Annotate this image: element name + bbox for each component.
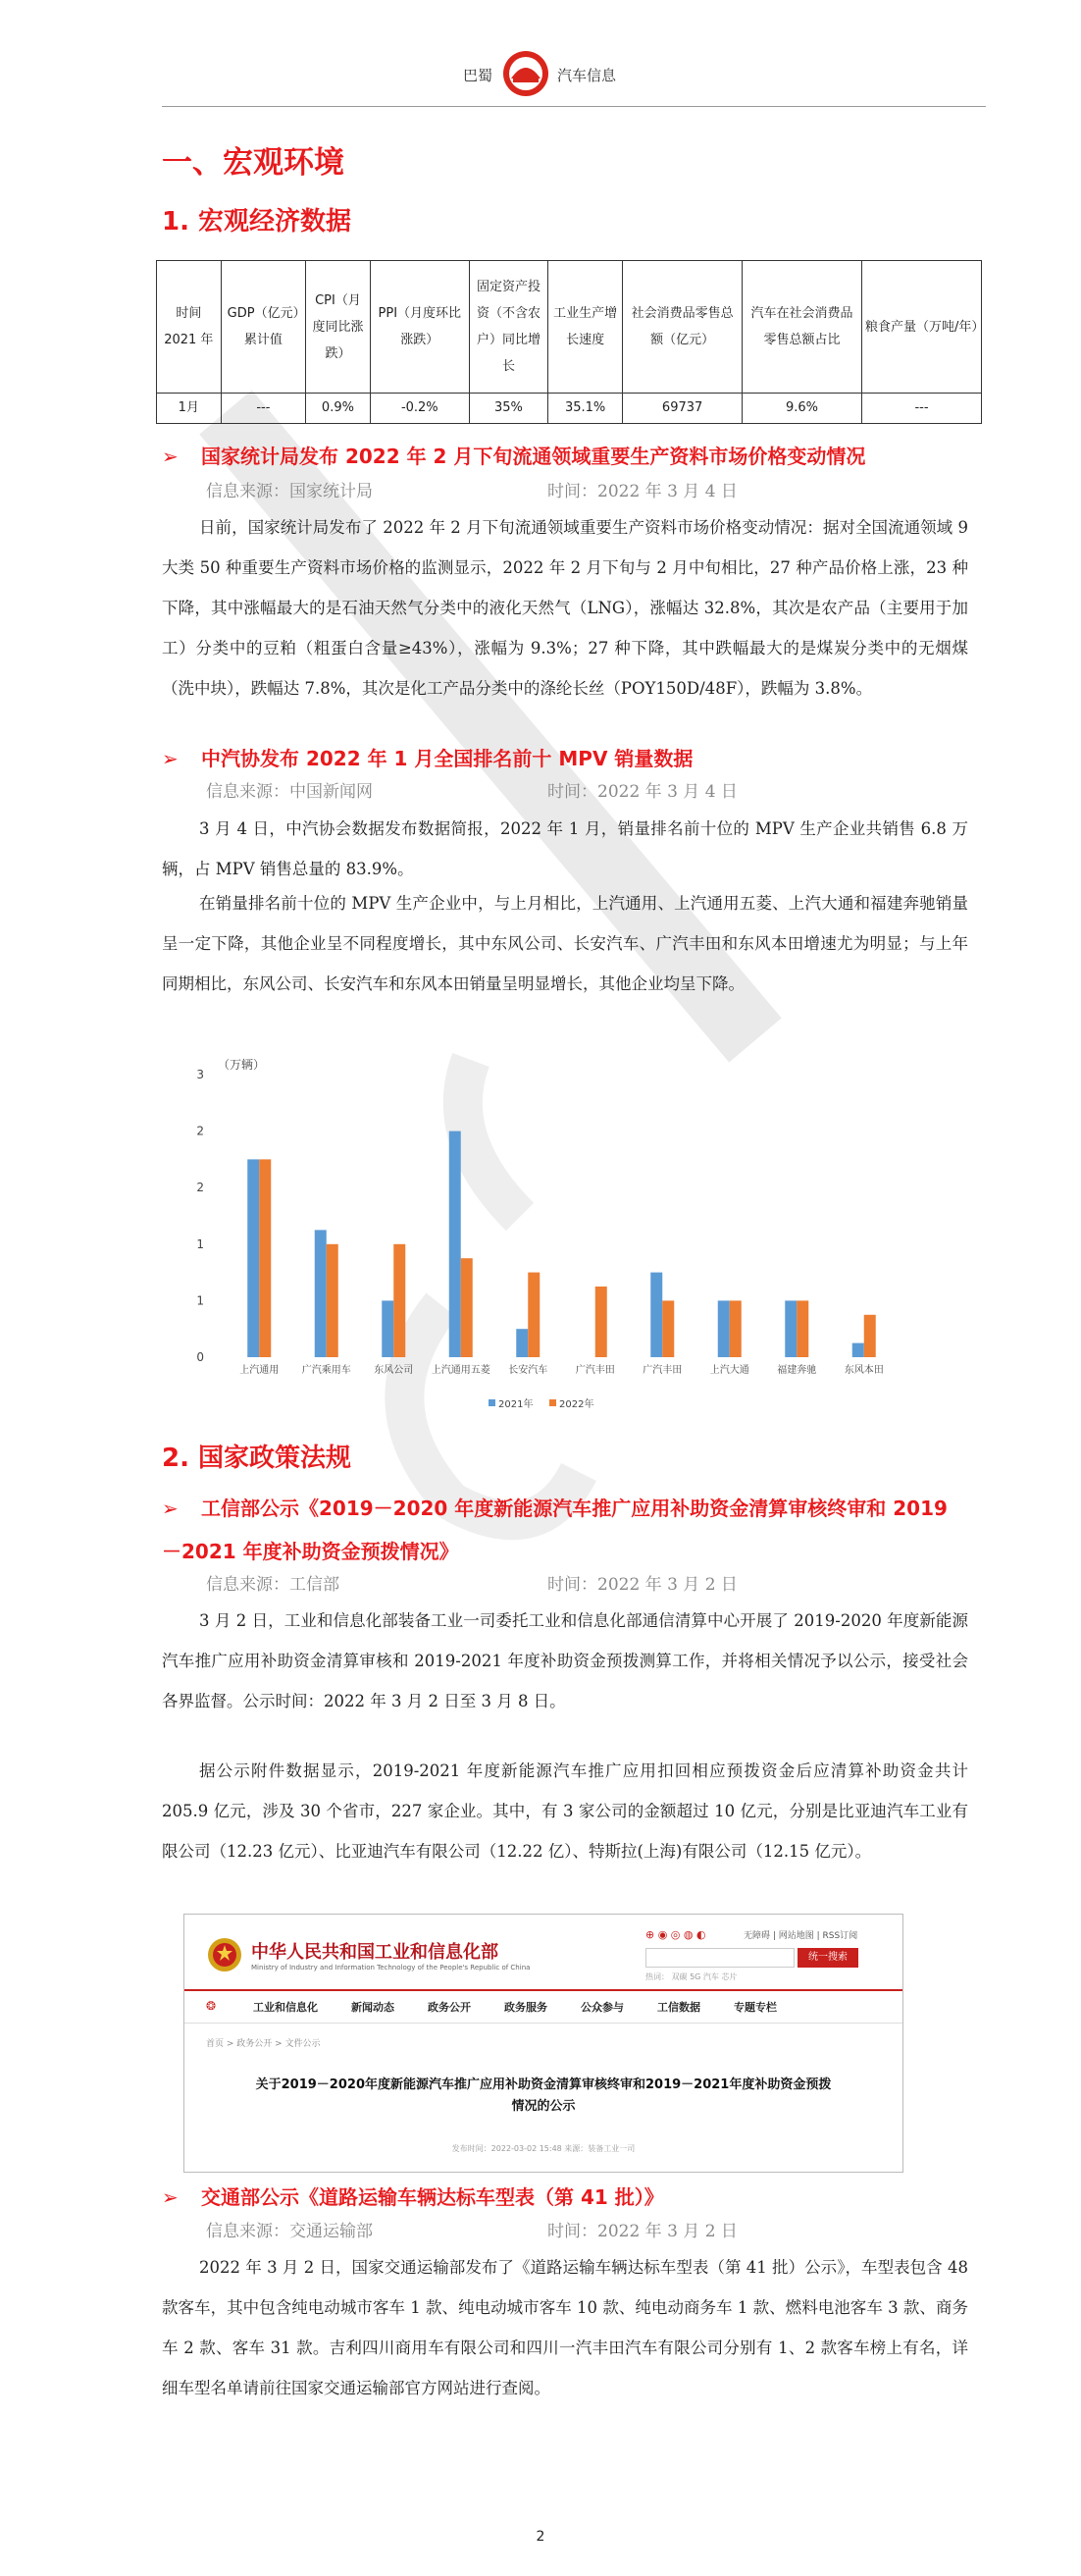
bar-2021年-6: [650, 1273, 662, 1357]
table-header-cell: CPI（月度同比涨跌）: [306, 261, 371, 394]
news-title-mot: [162, 2176, 966, 2219]
header-right-text: 汽车信息: [557, 67, 617, 84]
miit-nav-item[interactable]: 工业和信息化: [253, 2001, 318, 2014]
table-cell: 0.9%: [306, 394, 371, 424]
bar-2021年-0: [247, 1159, 259, 1357]
miit-nav-item[interactable]: 政务服务: [504, 2001, 547, 2014]
arrow-bullet-icon: ➢: [162, 445, 179, 468]
miit-search-input[interactable]: [645, 1948, 795, 1968]
table-header-cell: 社会消费品零售总额（亿元）: [623, 261, 743, 394]
section-title-macro: 一、宏观环境: [162, 145, 344, 181]
y-tick-label: 0: [196, 1350, 204, 1364]
legend-swatch: [549, 1399, 556, 1406]
x-tick-label: 广汽乘用车: [301, 1365, 351, 1376]
mpv-sales-chart: [177, 1045, 907, 1428]
x-tick-label: 长安汽车: [508, 1365, 548, 1376]
miit-search-button[interactable]: 统一搜索: [798, 1948, 858, 1968]
news-source: 信息来源：交通运输部: [206, 2222, 373, 2241]
news-title-text: 工信部公示《2019－2020 年度新能源汽车推广应用补助资金清算审核终审和 2019－2021 年度补助资金预拨情况》: [162, 1497, 948, 1563]
bar-2022年-4: [528, 1273, 540, 1357]
miit-top-links[interactable]: 无障碍 | 网站地图 | RSS订阅: [744, 1931, 858, 1941]
table-header-cell: 工业生产增长速度: [548, 261, 623, 394]
bar-2021年-9: [852, 1343, 864, 1357]
bar-2021年-8: [785, 1300, 797, 1357]
news-title-miit: [162, 1487, 966, 1573]
miit-nav-item[interactable]: 专题专栏: [734, 2001, 777, 2014]
miit-breadcrumb[interactable]: 首页 > 政务公开 > 文件公示: [206, 2039, 321, 2049]
table-header-cell: 汽车在社会消费品零售总额占比: [743, 261, 862, 394]
bar-2021年-7: [718, 1300, 730, 1357]
y-tick-label: 1: [196, 1236, 204, 1251]
news-time: 时间：2022 年 3 月 4 日: [547, 482, 738, 501]
table-cell: 35%: [469, 394, 547, 424]
bar-2021年-3: [449, 1131, 461, 1357]
arrow-bullet-icon: ➢: [162, 1497, 179, 1520]
chart-unit-label: （万辆）: [218, 1058, 266, 1072]
bar-2021年-1: [315, 1230, 327, 1357]
news-title-text: 中汽协发布 2022 年 1 月全国排名前十 MPV 销量数据: [201, 747, 694, 770]
table-cell: 69737: [623, 394, 743, 424]
bar-2022年-5: [595, 1287, 607, 1357]
news-paragraph: 3 月 4 日，中汽协会数据发布数据简报，2022 年 1 月，销量排名前十位的 MPV 生产企业共销售 6.8 万辆，占 MPV 销售总量的 83.9%。: [162, 819, 968, 878]
table-header-cell: PPI（月度环比涨跌）: [370, 261, 469, 394]
miit-nav-item[interactable]: 政务公开: [428, 2001, 471, 2014]
news-source: 信息来源：中国新闻网: [206, 782, 373, 802]
miit-divider: [184, 1989, 902, 1991]
x-tick-label: 东风公司: [374, 1365, 414, 1376]
news-source-line: [206, 777, 738, 802]
news-source: 信息来源：工信部: [206, 1575, 339, 1595]
news-time: 时间：2022 年 3 月 4 日: [547, 782, 738, 802]
bar-2021年-2: [382, 1300, 393, 1357]
bar-2022年-3: [461, 1258, 473, 1357]
x-tick-label: 东风本田: [844, 1365, 884, 1376]
x-tick-label: 上汽大通: [709, 1365, 749, 1376]
news-title-text: 交通部公示《道路运输车辆达标车型表（第 41 批）》: [201, 2185, 664, 2209]
miit-home-icon[interactable]: ❂: [206, 1999, 217, 2013]
news-title-nbs: [162, 435, 966, 478]
miit-nav-item[interactable]: 新闻动态: [351, 2001, 394, 2014]
news-source-line: [206, 1570, 738, 1595]
bashu-logo-icon: [501, 49, 550, 98]
y-tick-label: 1: [196, 1293, 204, 1308]
news-title-text: 国家统计局发布 2022 年 2 月下旬流通领域重要生产资料市场价格变动情况: [201, 445, 866, 468]
table-row: [157, 394, 982, 424]
x-tick-label: 广汽丰田: [643, 1365, 683, 1376]
table-cell: 9.6%: [743, 394, 862, 424]
bar-2022年-8: [797, 1300, 808, 1357]
news-paragraph: 3 月 2 日，工业和信息化部装备工业一司委托工业和信息化部通信清算中心开展了 2019-2020 年度新能源汽车推广应用补助资金清算审核和 2019-2021 年度补助资金预拨测算工作，并将相关情况予以公示，接受社会各界监督。公示时间：2022 年 3 月 2 日至 3 月 8 日。: [162, 1611, 968, 1710]
national-emblem-icon: [206, 1936, 243, 1973]
bar-2022年-1: [327, 1244, 338, 1357]
news-time: 时间：2022 年 3 月 2 日: [547, 1575, 738, 1595]
bar-2022年-9: [864, 1315, 876, 1357]
page-number: 2: [536, 2529, 545, 2545]
x-tick-label: 福建奔驰: [777, 1365, 817, 1376]
miit-article-meta: 发布时间：2022-03-02 15:48 来源：装备工业一司: [451, 2144, 636, 2153]
miit-nav-item[interactable]: 公众参与: [581, 2001, 624, 2014]
bar-2022年-7: [730, 1300, 742, 1357]
news-paragraph: 据公示附件数据显示，2019-2021 年度新能源汽车推广应用扣回相应预拨资金后应清算补助资金共计 205.9 亿元，涉及 30 个省市，227 家企业。其中，有 3 家公司的金额超过 10 亿元，分别是比亚迪汽车工业有限公司（12.23 亿元）、比亚迪汽车有限公司（12.22 亿）、特斯拉(上海)有限公司（12.15 亿元）。: [162, 1761, 968, 1861]
bar-2022年-0: [259, 1159, 271, 1357]
miit-website-screenshot: [183, 1914, 903, 2173]
news-source-line: [206, 2217, 738, 2241]
legend-label: 2022年: [559, 1399, 594, 1410]
bar-2021年-4: [516, 1329, 528, 1357]
x-tick-label: 广汽丰田: [575, 1365, 615, 1376]
news-paragraph: 在销量排名前十位的 MPV 生产企业中，与上月相比，上汽通用、上汽通用五菱、上汽大通和福建奔驰销量呈一定下降，其他企业呈不同程度增长，其中东风公司、长安汽车、广汽丰田和东风本田增速尤为明显；与上年同期相比，东风公司、长安汽车和东风本田销量呈明显增长，其他企业均呈下降。: [162, 894, 968, 993]
miit-article-title: 关于2019－2020年度新能源汽车推广应用补助资金清算审核终审和2019－2021年度补助资金预拨情况的公示: [255, 2077, 832, 2114]
section-title-policy: 2. 国家政策法规: [162, 1444, 352, 1473]
x-tick-label: 上汽通用: [239, 1365, 280, 1376]
news-paragraph: 日前，国家统计局发布了 2022 年 2 月下旬流通领域重要生产资料市场价格变动情况：据对全国流通领域 9 大类 50 种重要生产资料市场价格的监测显示，2022 年 2 月下旬与 2 月中旬相比，27 种产品价格上涨，23 种下降，其中涨幅最大的是石油天然气分类中的液化天然气（LNG），涨幅达 32.8%，其次是农产品（主要用于加工）分类中的豆粕（粗蛋白含量≥43%），涨幅为 9.3%；27 种下降，其中跌幅最大的是煤炭分类中的无烟煤（洗中块），跌幅达 7.8%，其次是化工产品分类中的涤纶长丝（POY150D/48F），跌幅为 3.8%。: [162, 518, 968, 698]
miit-nav-divider: [184, 2023, 902, 2024]
arrow-bullet-icon: ➢: [162, 2185, 179, 2209]
header-left-text: 巴蜀: [462, 67, 492, 84]
news-time: 时间：2022 年 3 月 2 日: [547, 2222, 738, 2241]
arrow-bullet-icon: ➢: [162, 747, 179, 770]
table-header-cell: 时间 2021 年: [157, 261, 222, 394]
news-source-line: [206, 477, 738, 501]
miit-site-name: 中华人民共和国工业和信息化部: [251, 1942, 498, 1963]
news-source: 信息来源：国家统计局: [206, 482, 373, 501]
table-cell: ---: [861, 394, 981, 424]
table-header-cell: 粮食产量（万吨/年）: [861, 261, 981, 394]
miit-social-icons[interactable]: ⊕ ◉ ◎ ◍ ◐: [645, 1928, 706, 1941]
table-cell: 35.1%: [548, 394, 623, 424]
legend-label: 2021年: [498, 1399, 534, 1410]
table-header-cell: GDP（亿元）累计值: [221, 261, 305, 394]
bar-2022年-2: [393, 1244, 405, 1357]
table-cell: -0.2%: [370, 394, 469, 424]
subsection-title-macro-data: 1. 宏观经济数据: [162, 207, 352, 237]
miit-nav: [253, 1999, 777, 2015]
table-header-cell: 固定资产投资（不含农户）同比增长: [469, 261, 547, 394]
miit-hot-words: 热词： 双碳 5G 汽车 芯片: [645, 1972, 738, 1981]
y-tick-label: 3: [196, 1068, 204, 1081]
table-cell: ---: [221, 394, 305, 424]
x-tick-label: 上汽通用五菱: [431, 1365, 490, 1376]
news-paragraph: 2022 年 3 月 2 日，国家交通运输部发布了《道路运输车辆达标车型表（第 41 批）公示》，车型表包含 48 款客车，其中包含纯电动城市客车 1 款、纯电动城市客车 10 款、纯电动商务车 1 款、燃料电池客车 3 款、商务车 2 款、客车 31 款。吉利四川商用车有限公司和四川一汽丰田汽车有限公司分别有 1、2 款客车榜上有名，详细车型名单请前往国家交通运输部官方网站进行查阅。: [162, 2258, 968, 2397]
macro-data-table: [156, 260, 985, 424]
page-header: [0, 57, 1081, 106]
legend-swatch: [489, 1399, 495, 1406]
news-title-caam: [162, 737, 966, 780]
header-divider: [162, 106, 986, 107]
y-tick-label: 2: [196, 1181, 204, 1195]
table-header-row: [157, 261, 982, 394]
bar-2022年-6: [662, 1300, 674, 1357]
miit-site-name-en: Ministry of Industry and Information Technology of the People's Republic of China: [251, 1964, 531, 1971]
table-cell: 1月: [157, 394, 222, 424]
y-tick-label: 2: [196, 1124, 204, 1138]
miit-nav-item[interactable]: 工信数据: [657, 2001, 700, 2014]
